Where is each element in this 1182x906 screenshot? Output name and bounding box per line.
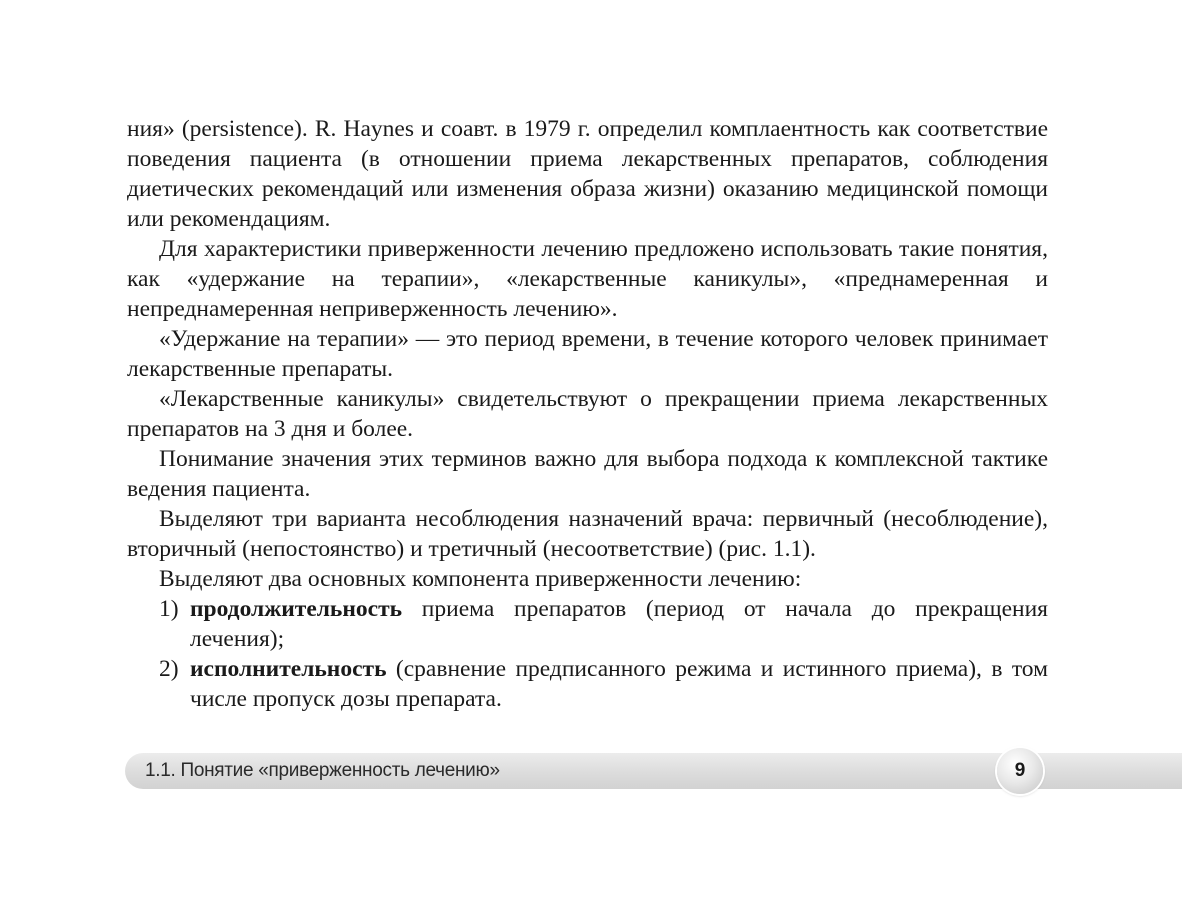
list-item	[127, 594, 1048, 654]
list-item	[127, 654, 1048, 714]
list-item-text: приема препаратов (период от начала до прекращения лечения);	[190, 596, 1048, 652]
paragraph-terms-importance: Понимание значения этих терминов важно для выбора подхода к комплексной тактике ведения пациента.	[127, 446, 1048, 502]
list-item-term: исполнительность	[190, 656, 387, 682]
page-body	[127, 114, 1048, 714]
list-item-text: (сравнение предписанного режима и истинного приема), в том числе пропуск дозы препарата.	[190, 656, 1048, 712]
running-footer-title: 1.1. Понятие «приверженность лечению»	[145, 760, 500, 781]
list-item-term: продолжительность	[190, 596, 403, 622]
paragraph-drug-holidays: «Лекарственные каникулы» свидетельствуют о прекращении приема лекарственных препаратов на 3 дня и более.	[127, 386, 1048, 442]
paragraph-continuation: ния» (persistence). R. Haynes и соавт. в 1979 г. определил комплаентность как соответствие поведения пациента (в отношении приема лекарственных препаратов, соблюдения диетических рекомендаций или изменения образа жизни) оказанию медицинской помощи или рекомендациям.	[127, 116, 1048, 232]
paragraph-noncompliance-variants: Выделяют три варианта несоблюдения назначений врача: первичный (несоблюдение), вторичный (непостоянство) и третичный (несоответствие) (рис. 1.1).	[127, 506, 1048, 562]
paragraph-therapy-retention: «Удержание на терапии» — это период времени, в течение которого человек принимает лекарственные препараты.	[127, 326, 1048, 382]
list-item-number: 2)	[159, 656, 179, 682]
paragraph-components-intro: Выделяют два основных компонента приверженности лечению:	[159, 566, 802, 592]
paragraph-adherence-concepts: Для характеристики приверженности лечению предложено использовать такие понятия, как «удержание на терапии», «лекарственные каникулы», «преднамеренная и непреднамеренная неприверженность лечению».	[127, 236, 1048, 322]
page-number: 9	[997, 748, 1043, 794]
list-item-number: 1)	[159, 596, 179, 622]
components-list	[127, 594, 1048, 714]
